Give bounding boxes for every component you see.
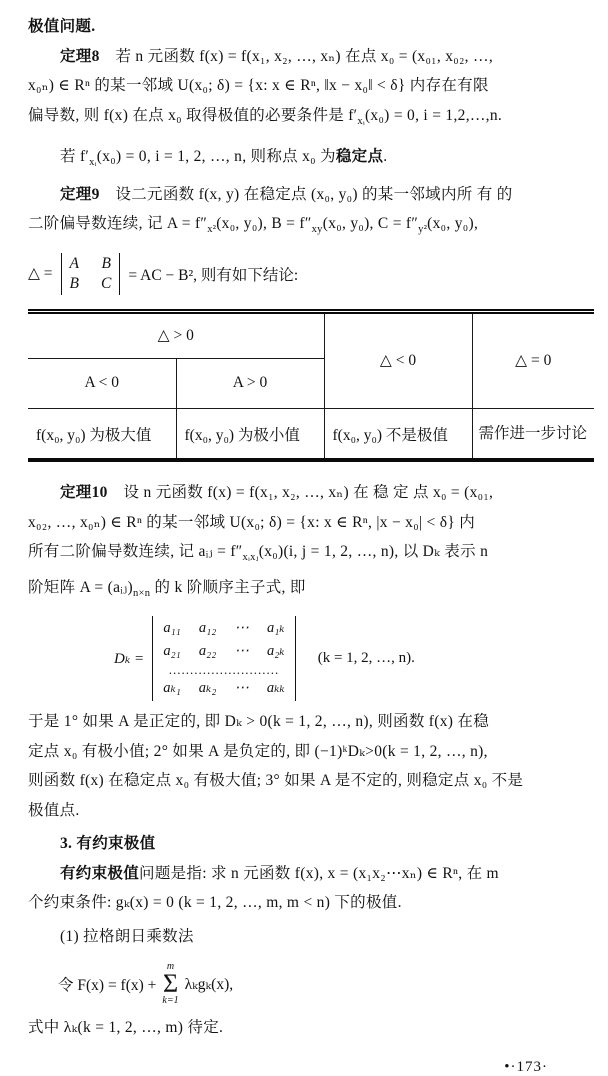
table-cell-a-negative: A < 0 (28, 358, 176, 408)
formula-condition: (k = 1, 2, …, n). (317, 650, 415, 667)
theorem9-paragraph (28, 180, 592, 245)
text-line: 定点 x₀ 有极小值; 2° 如果 A 是负定的, 即 (−1)ᵏDₖ>0(k = 1, 2, …, n), (28, 742, 488, 760)
sum-lower-limit: k=1 (162, 995, 179, 1007)
formula-lhs: Dₖ = (114, 651, 145, 668)
lagrange-function-formula (28, 961, 592, 1007)
table-cell-not-extremum: f(x₀, y₀) 不是极值 (324, 408, 472, 460)
sigma-glyph: Σ (162, 969, 179, 999)
page-title: 极值问题. (28, 18, 96, 35)
matrix-entry: a₂₂ (198, 643, 217, 660)
text-line: 二阶偏导数连续, 记 $A = f''_{x^2}(x_0$, y₀), $B = f''_{xy}(x_0$, y₀), $C = f''_{y^2}(x_0$, y₀), (28, 215, 479, 236)
text-line: 定理8 若 n 元函数 f(x) = f(x₁, x₂, …, xₙ) 在点 x₀ = (x₀₁, x₀₂, …, (60, 47, 494, 65)
text-line: 个约束条件: gₖ(x) = 0 (k = 1, 2, …, m, m < n) 下的极值. (28, 894, 402, 912)
matrix-entry: a₁₂ (198, 620, 217, 637)
table-header-delta-positive: △ > 0 (28, 311, 324, 358)
summation-symbol (162, 962, 178, 1006)
stable-point-line: 若 $f'_{xᵢ}(x_0) = 0$, i = 1, 2, …, n, 则称点 x₀ 为稳定点. (60, 148, 388, 169)
matrix-entry: A (69, 254, 80, 272)
matrix-ellipsis-row: .......................... (168, 662, 280, 678)
theorem10-paragraph (28, 478, 592, 608)
matrix-entry: B (69, 274, 80, 292)
text-line: 有约束极值问题是指: 求 n 元函数 f(x), x = (x₁x₂⋯xₙ) ∈ Rⁿ, 在 m (60, 864, 499, 882)
formula-rhs: = AC − B², 则有如下结论: (128, 266, 299, 284)
matrix-entry: a₁ₖ (266, 620, 285, 637)
section3-heading: 3. 有约束极值 (60, 835, 156, 853)
extrema-conditions-table (28, 309, 594, 463)
matrix-entry: ⋯ (234, 643, 249, 660)
conclusion-paragraph (28, 707, 592, 825)
text-line: 定理9 设二元函数 f(x, y) 在稳定点 (x₀, y₀) 的某一邻域内所 有 的 (60, 185, 513, 203)
table-cell-further-discussion: 需作进一步讨论 (472, 408, 594, 460)
sum-upper-limit: m (166, 961, 175, 973)
formula-lhs: 令 F(x) = f(x) + (58, 977, 157, 995)
theorem8-paragraph (28, 42, 592, 137)
page-number: •·173· (504, 1058, 548, 1075)
formula-rhs: λₖgₖ(x), (184, 975, 234, 993)
text-line: x₀₂, …, x₀ₙ) ∈ Rⁿ 的某一邻域 U(x₀; δ) = {x: x ∈ Rⁿ, |x − x₀| < δ} 内 (28, 513, 476, 531)
matrix-entry: C (101, 274, 112, 292)
text-line: 极值点. (28, 801, 80, 819)
text-line: 于是 1° 如果 A 是正定的, 即 Dₖ > 0(k = 1, 2, …, n), 则函数 f(x) 在稳 (28, 713, 490, 731)
table-header-delta-negative: △ < 0 (324, 311, 472, 408)
matrix-entry: ⋯ (234, 620, 249, 637)
matrix-entry: aₖ₂ (198, 680, 217, 697)
text-line: 偏导数, 则 f(x) 在点 x₀ 取得极值的必要条件是 $f'_{xᵢ}(x_0) = 0$, i = 1,2,…,n. (28, 106, 503, 127)
matrix-entry: B (101, 254, 111, 272)
table-cell-a-positive: A > 0 (176, 358, 324, 408)
matrix-entry: ⋯ (234, 680, 249, 697)
lagrange-method-heading: (1) 拉格朗日乘数法 (60, 927, 194, 945)
matrix-entry: a₂ₖ (266, 643, 285, 660)
table-cell-maximum: f(x₀, y₀) 为极大值 (28, 408, 176, 460)
matrix-entry: aₖₖ (266, 680, 285, 697)
text-line: 定理10 设 n 元函数 f(x) = f(x₁, x₂, …, xₙ) 在 稳 定 点 x₀ = (x₀₁, (60, 484, 494, 502)
constrained-extrema-paragraph (28, 859, 592, 918)
determinant-kxk (152, 616, 296, 701)
formula-lhs: △ = (28, 265, 53, 283)
text-line: 所有二阶偏导数连续, 记 aᵢⱼ = $f''_{xᵢxⱼ}(x_0)(i$, j = 1, 2, …, n), 以 Dₖ 表示 n (28, 543, 489, 564)
dk-determinant-formula (28, 616, 592, 701)
matrix-entry: aₖ₁ (163, 680, 181, 697)
text-line: x₀ₙ) ∈ Rⁿ 的某一邻域 U(x₀; δ) = {x: x ∈ Rⁿ, ‖x − x₀‖ < δ} 内存在有限 (28, 77, 489, 94)
delta-determinant-formula (28, 253, 592, 295)
table-header-delta-zero: △ = 0 (472, 311, 594, 408)
text-line: 则函数 f(x) 在稳定点 x₀ 有极大值; 3° 如果 A 是不定的, 则稳定点 x₀ 不是 (28, 772, 524, 790)
table-cell-minimum: f(x₀, y₀) 为极小值 (176, 408, 324, 460)
lambda-note-line: 式中 λₖ(k = 1, 2, …, m) 待定. (28, 1019, 224, 1037)
text-line: 阶矩阵 $A = (aᵢⱼ)_{n\times n}$ 的 k 阶顺序主子式, 即 (28, 578, 306, 599)
matrix-entry: a₂₁ (163, 643, 181, 660)
matrix-entry: a₁₁ (163, 620, 181, 637)
determinant-2x2 (61, 253, 121, 295)
